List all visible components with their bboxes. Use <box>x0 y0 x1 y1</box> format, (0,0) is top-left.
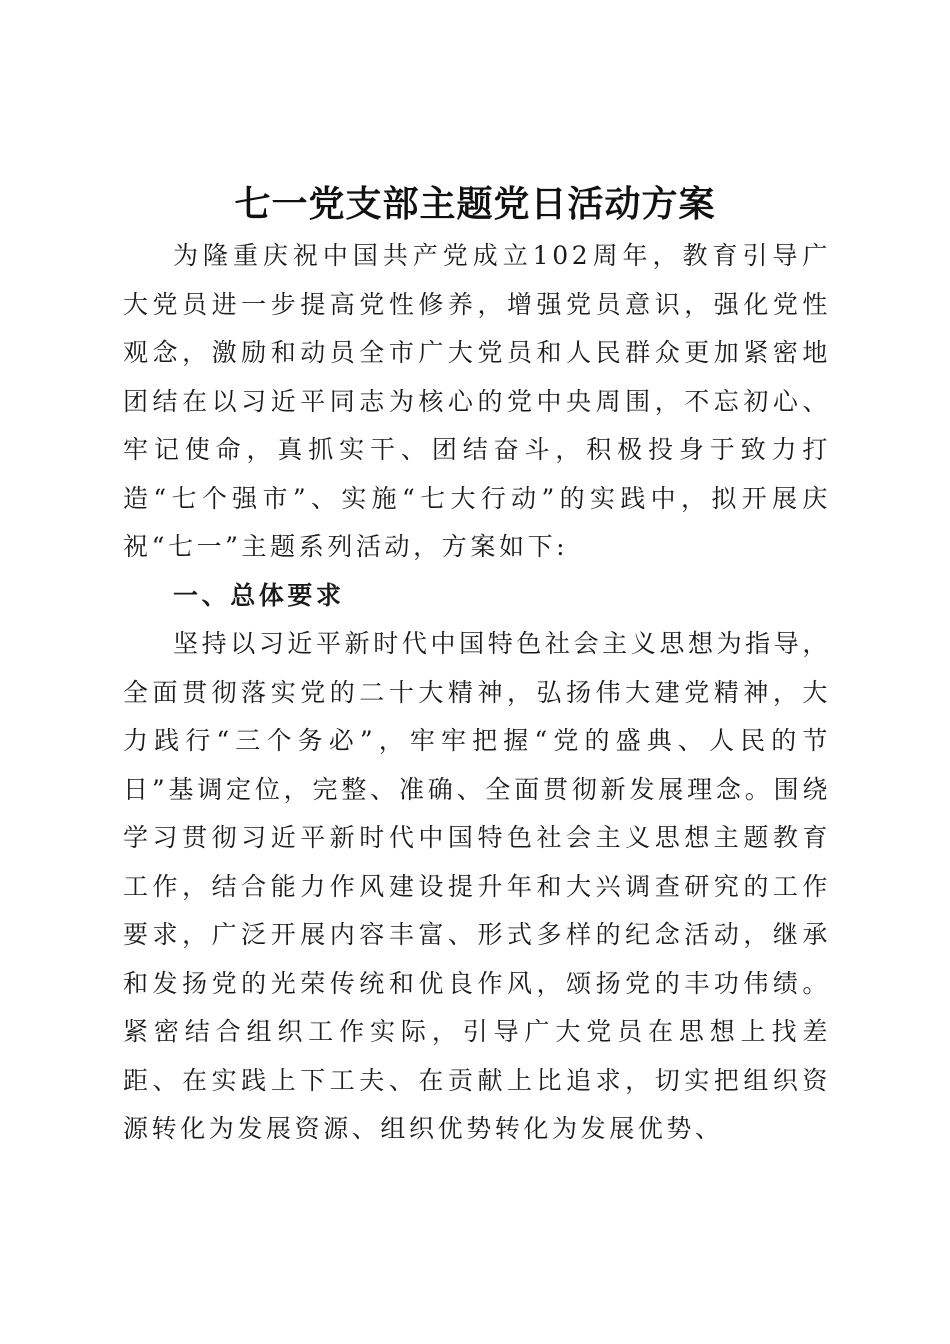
intro-paragraph: 为隆重庆祝中国共产党成立102周年，教育引导广大党员进一步提高党性修养，增强党员意识，强化党性观念，激励和动员全市广大党员和人民群众更加紧密地团结在以习近平同志为核心的党中央周围，不忘初心、牢记使命，真抓实干、团结奋斗，积极投身于致力打造“七个强市”、实施“七大行动”的实践中，拟开展庆祝“七一”主题系列活动，方案如下: <box>123 241 831 561</box>
document-body <box>123 232 831 1154</box>
section-paragraph-general-requirements: 坚持以习近平新时代中国特色社会主义思想为指导，全面贯彻落实党的二十大精神，弘扬伟大建党精神，大力践行“三个务必”，牢牢把握“党的盛典、人民的节日”基调定位，完整、准确、全面贯彻新发展理念。围绕学习贯彻习近平新时代中国特色社会主义思想主题教育工作，结合能力作风建设提升年和大兴调查研究的工作要求，广泛开展内容丰富、形式多样的纪念活动，继承和发扬党的光荣传统和优良作风，颂扬党的丰功伟绩。紧密结合组织工作实际，引导广大党员在思想上找差距、在实践上下工夫、在贡献上比追求，切实把组织资源转化为发展资源、组织优势转化为发展优势、 <box>123 629 831 1143</box>
document-title: 七一党支部主题党日活动方案 <box>234 183 716 225</box>
section-heading-general-requirements: 一、总体要求 <box>173 580 345 610</box>
